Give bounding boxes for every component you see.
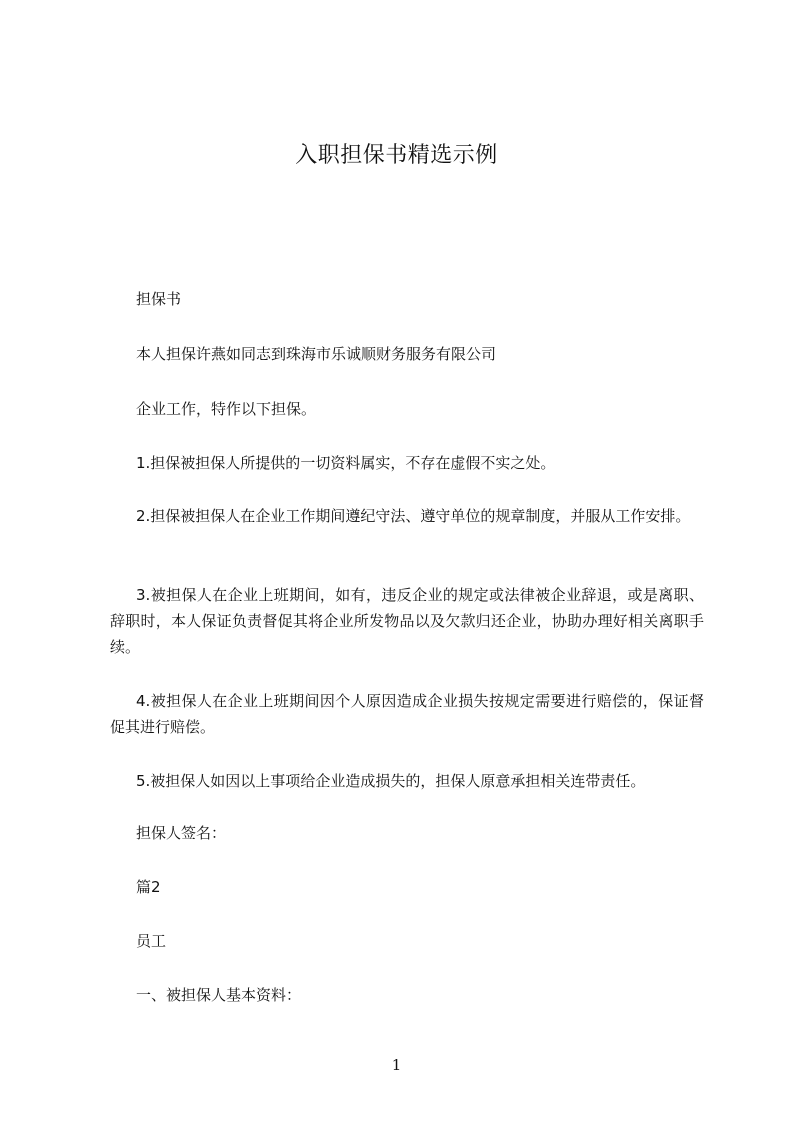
- paragraph-clause-3: 3.被担保人在企业上班期间，如有，违反企业的规定或法律被企业辞退，或是离职、辞职时，本人保证负责督促其将企业所发物品以及欠款归还企业，协助办理好相关离职手续。: [110, 586, 704, 656]
- page-number: 1: [391, 1056, 402, 1074]
- document-title: 入职担保书精选示例: [295, 143, 498, 168]
- paragraph-intro: 本人担保许燕如同志到珠海市乐诚顺财务服务有限公司: [136, 345, 497, 363]
- paragraph-signature: 担保人签名：: [136, 824, 227, 842]
- paragraph-intro-continued: 企业工作，特作以下担保。: [136, 400, 317, 418]
- paragraph-clause-1: 1.担保被担保人所提供的一切资料属实，不存在虚假不实之处。: [136, 454, 556, 472]
- paragraph-section-2: 篇2: [136, 878, 161, 896]
- paragraph-guarantee-info: 一、被担保人基本资料：: [136, 986, 302, 1004]
- paragraph-clause-5: 5.被担保人如因以上事项给企业造成损失的，担保人原意承担相关连带责任。: [136, 772, 646, 790]
- paragraph-clause-4: 4.被担保人在企业上班期间因个人原因造成企业损失按规定需要进行赔偿的，保证督促其进行赔偿。: [110, 692, 704, 736]
- paragraph-employee: 员工: [136, 932, 167, 950]
- paragraph-heading: 担保书: [136, 290, 182, 308]
- paragraph-clause-2: 2.担保被担保人在企业工作期间遵纪守法、遵守单位的规章制度，并服从工作安排。: [136, 507, 691, 525]
